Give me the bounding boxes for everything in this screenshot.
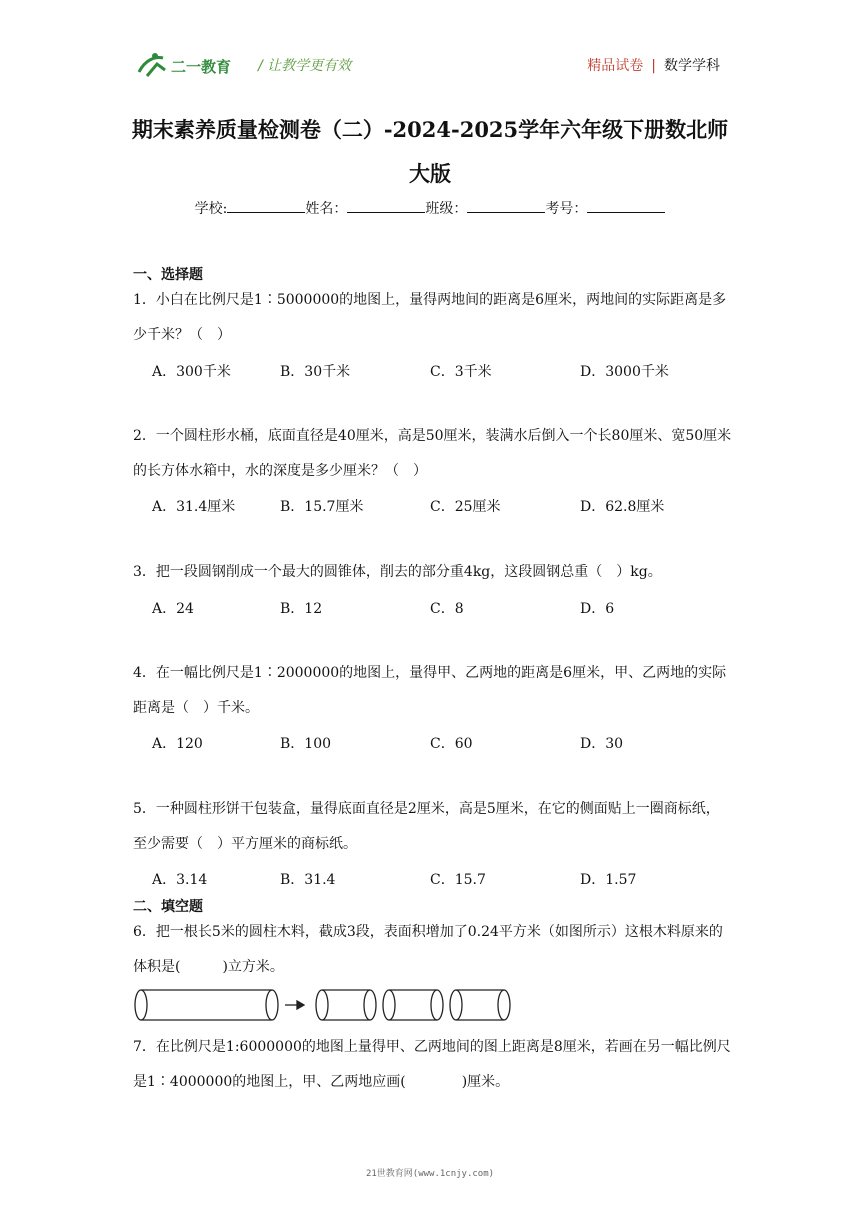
page-header bbox=[0, 0, 860, 100]
option-d: D．3000千米 bbox=[580, 364, 669, 380]
option-a: A．3.14 bbox=[152, 872, 208, 888]
option-a: A．24 bbox=[152, 601, 194, 617]
option-c: C．15.7 bbox=[430, 872, 486, 888]
logo-text: 二一教育 bbox=[171, 58, 232, 76]
page-title-cont: 大版 bbox=[409, 161, 451, 186]
question-4: 4．在一幅比例尺是1∶2000000的地图上，量得甲、乙两地的距离是6厘米，甲、乙两地的实际距离是（ ）千米。 bbox=[133, 665, 727, 716]
option-b: B．31.4 bbox=[280, 872, 336, 888]
section-choice-heading: 一、选择题 bbox=[133, 267, 203, 283]
student-info bbox=[0, 198, 860, 218]
option-c: C．25厘米 bbox=[430, 499, 501, 515]
class-label: 班级： bbox=[425, 201, 468, 217]
number-label: 考号： bbox=[545, 201, 588, 217]
page-title: 期末素养质量检测卷（二）-2024-2025学年六年级下册数北师 bbox=[131, 117, 729, 142]
number-blank bbox=[587, 198, 665, 213]
name-label: 姓名： bbox=[305, 201, 348, 217]
tag-subject: 数学学科 bbox=[664, 58, 720, 74]
school-label: 学校: bbox=[194, 201, 228, 217]
question-1: 1．小白在比例尺是1∶5000000的地图上，量得两地间的距离是6厘米，两地间的实际距离是多少千米？（ ） bbox=[133, 292, 727, 343]
option-b: B．30千米 bbox=[280, 364, 351, 380]
cylinder-cut-figure bbox=[133, 986, 513, 1024]
question-5: 5．一种圆柱形饼干包装盒，量得底面直径是2厘米，高是5厘米，在它的侧面贴上一圈商标纸，至少需要（ ）平方厘米的商标纸。 bbox=[133, 801, 720, 852]
option-a: A．300千米 bbox=[152, 364, 231, 380]
school-blank bbox=[227, 198, 305, 213]
option-d: D．62.8厘米 bbox=[580, 499, 665, 515]
option-c: C．8 bbox=[430, 601, 464, 617]
header-tags bbox=[587, 55, 720, 75]
class-blank bbox=[467, 198, 545, 213]
option-b: B．15.7厘米 bbox=[280, 499, 364, 515]
option-d: D．1.57 bbox=[580, 872, 637, 888]
question-7: 7．在比例尺是1:6000000的地图上量得甲、乙两地间的图上距离是8厘米，若画在另一幅比例尺是1∶4000000的地图上，甲、乙两地应画( )厘米。 bbox=[133, 1039, 731, 1090]
option-b: B．100 bbox=[280, 736, 332, 752]
question-6: 6．把一根长5米的圆柱木料，截成3段，表面积增加了0.24平方米（如图所示）这根木料原来的体积是( )立方米。 bbox=[133, 924, 723, 975]
option-a: A．120 bbox=[152, 736, 203, 752]
option-a: A．31.4厘米 bbox=[152, 499, 236, 515]
slogan: / 让教学更有效 bbox=[258, 58, 352, 74]
logo-icon bbox=[135, 50, 245, 80]
page-footer: 21世教育网(www.1cnjy.com) bbox=[365, 1169, 495, 1179]
option-d: D．30 bbox=[580, 736, 624, 752]
option-c: C．3千米 bbox=[430, 364, 492, 380]
question-2: 2．一个圆柱形水桶，底面直径是40厘米，高是50厘米，装满水后倒入一个长80厘米、宽50厘米的长方体水箱中，水的深度是多少厘米？（ ） bbox=[133, 428, 732, 479]
option-d: D．6 bbox=[580, 601, 615, 617]
tag-separator: | bbox=[651, 58, 656, 74]
option-b: B．12 bbox=[280, 601, 323, 617]
section-fill-heading: 二、填空题 bbox=[133, 899, 203, 915]
name-blank bbox=[347, 198, 425, 213]
question-3: 3．把一段圆钢削成一个最大的圆锥体，削去的部分重4kg，这段圆钢总重（ ）kg。 bbox=[133, 564, 662, 580]
option-c: C．60 bbox=[430, 736, 473, 752]
tag-exam: 精品试卷 bbox=[587, 58, 644, 74]
